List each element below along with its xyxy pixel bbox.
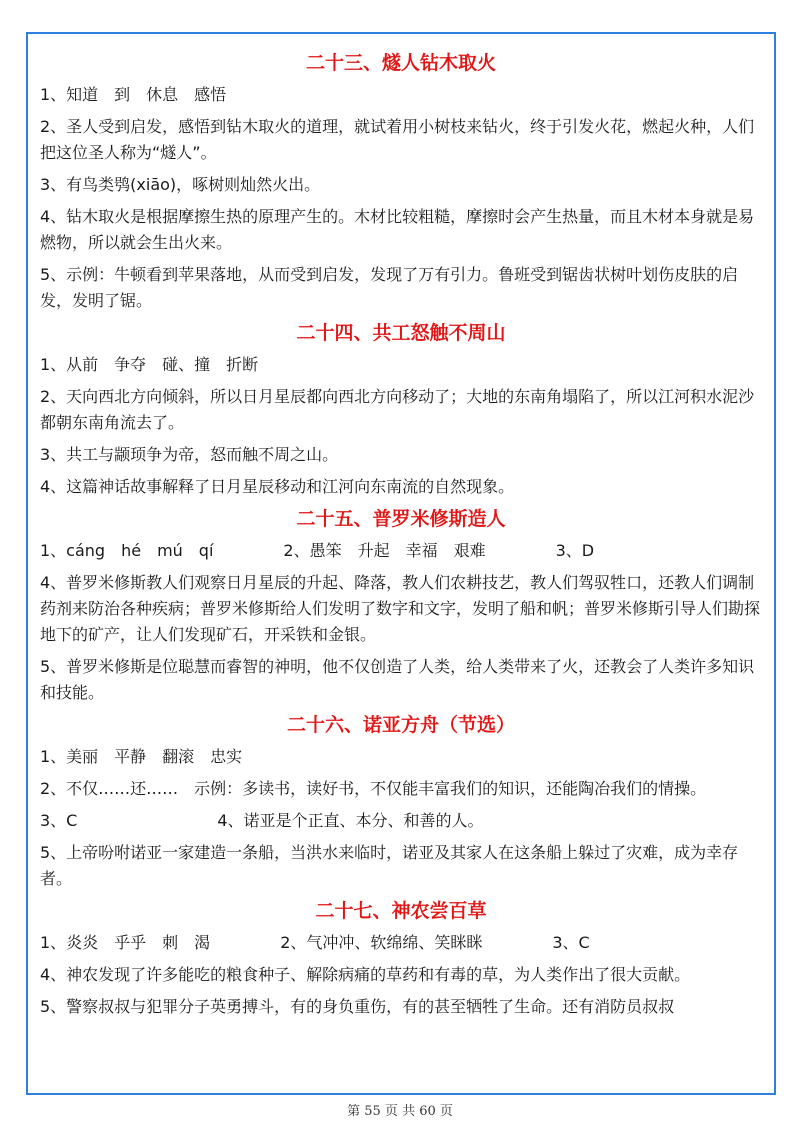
answer-23-5: 5、示例：牛顿看到苹果落地，从而受到启发，发现了万有引力。鲁班受到锯齿状树叶划伤皮肤的启发，发明了锯。 [40,265,739,310]
answer-26-row3 [40,808,762,834]
answer-23-3: 3、有鸟类鸮(xiāo)，啄树则灿然火出。 [40,175,321,194]
answer-23-4: 4、钻木取火是根据摩擦生热的原理产生的。木材比较粗糙，摩擦时会产生热量，而且木材本身就是易燃物，所以就会生出火来。 [40,207,755,252]
answer-content [40,44,762,1026]
answer-25-4: 4、普罗米修斯教人们观察日月星辰的升起、降落，教人们农耕技艺，教人们驾驭牲口，还教人们调制药剂来防治各种疾病；普罗米修斯给人们发明了数字和文字，发明了船和帆；普罗米修斯引导人们勘探地下的矿产，让人们发现矿石，开采铁和金银。 [40,573,761,644]
answer-25-5: 5、普罗米修斯是位聪慧而睿智的神明，他不仅创造了人类，给人类带来了火，还教会了人类许多知识和技能。 [40,657,755,702]
answer-23-1: 1、知道 到 休息 感悟 [40,85,227,104]
answer-25-2: 2、愚笨 升起 幸福 艰难 [283,541,486,560]
section-title-26: 二十六、诺亚方舟（节选） [286,714,515,736]
page-footer: 第 55 页 共 60 页 [347,1104,453,1119]
answer-26-5: 5、上帝吩咐诺亚一家建造一条船，当洪水来临时，诺亚及其家人在这条船上躲过了灾难，成为幸存者。 [40,843,739,888]
answer-26-4: 4、诺亚是个正直、本分、和善的人。 [217,811,484,830]
answer-26-3: 3、C [40,811,78,830]
page-border [26,32,776,1095]
answer-25-row1 [40,538,762,564]
answer-27-row1 [40,930,762,956]
answer-24-4: 4、这篇神话故事解释了日月星辰移动和江河向东南流的自然现象。 [40,477,515,496]
answer-25-1: 1、cáng hé mú qí [40,541,214,560]
answer-27-1: 1、炎炎 乎乎 刺 渴 [40,933,211,952]
answer-27-3: 3、C [552,933,590,952]
answer-27-5: 5、警察叔叔与犯罪分子英勇搏斗，有的身负重伤，有的甚至牺牲了生命。还有消防员叔叔 [40,997,675,1016]
answer-25-3: 3、D [555,541,595,560]
answer-24-3: 3、共工与颛顼争为帝，怒而触不周之山。 [40,445,339,464]
answer-24-1: 1、从前 争夺 碰、撞 折断 [40,355,259,374]
section-title-25: 二十五、普罗米修斯造人 [296,508,506,530]
answer-26-1: 1、美丽 平静 翻滚 忠实 [40,747,243,766]
answer-27-4: 4、神农发现了许多能吃的粮食种子、解除病痛的草药和有毒的草，为人类作出了很大贡献。 [40,965,691,984]
answer-26-2: 2、不仅……还…… 示例：多读书，读好书，不仅能丰富我们的知识，还能陶冶我们的情操。 [40,779,707,798]
section-title-24: 二十四、共工怒触不周山 [296,322,506,344]
answer-27-2: 2、气冲冲、软绵绵、笑眯眯 [280,933,483,952]
answer-23-2: 2、圣人受到启发，感悟到钻木取火的道理，就试着用小树枝来钻火，终于引发火花，燃起火种，人们把这位圣人称为“燧人”。 [40,117,755,162]
answer-24-2: 2、天向西北方向倾斜，所以日月星辰都向西北方向移动了；大地的东南角塌陷了，所以江河积水泥沙都朝东南角流去了。 [40,387,755,432]
section-title-23: 二十三、燧人钻木取火 [305,52,496,74]
section-title-27: 二十七、神农尝百草 [315,900,487,922]
